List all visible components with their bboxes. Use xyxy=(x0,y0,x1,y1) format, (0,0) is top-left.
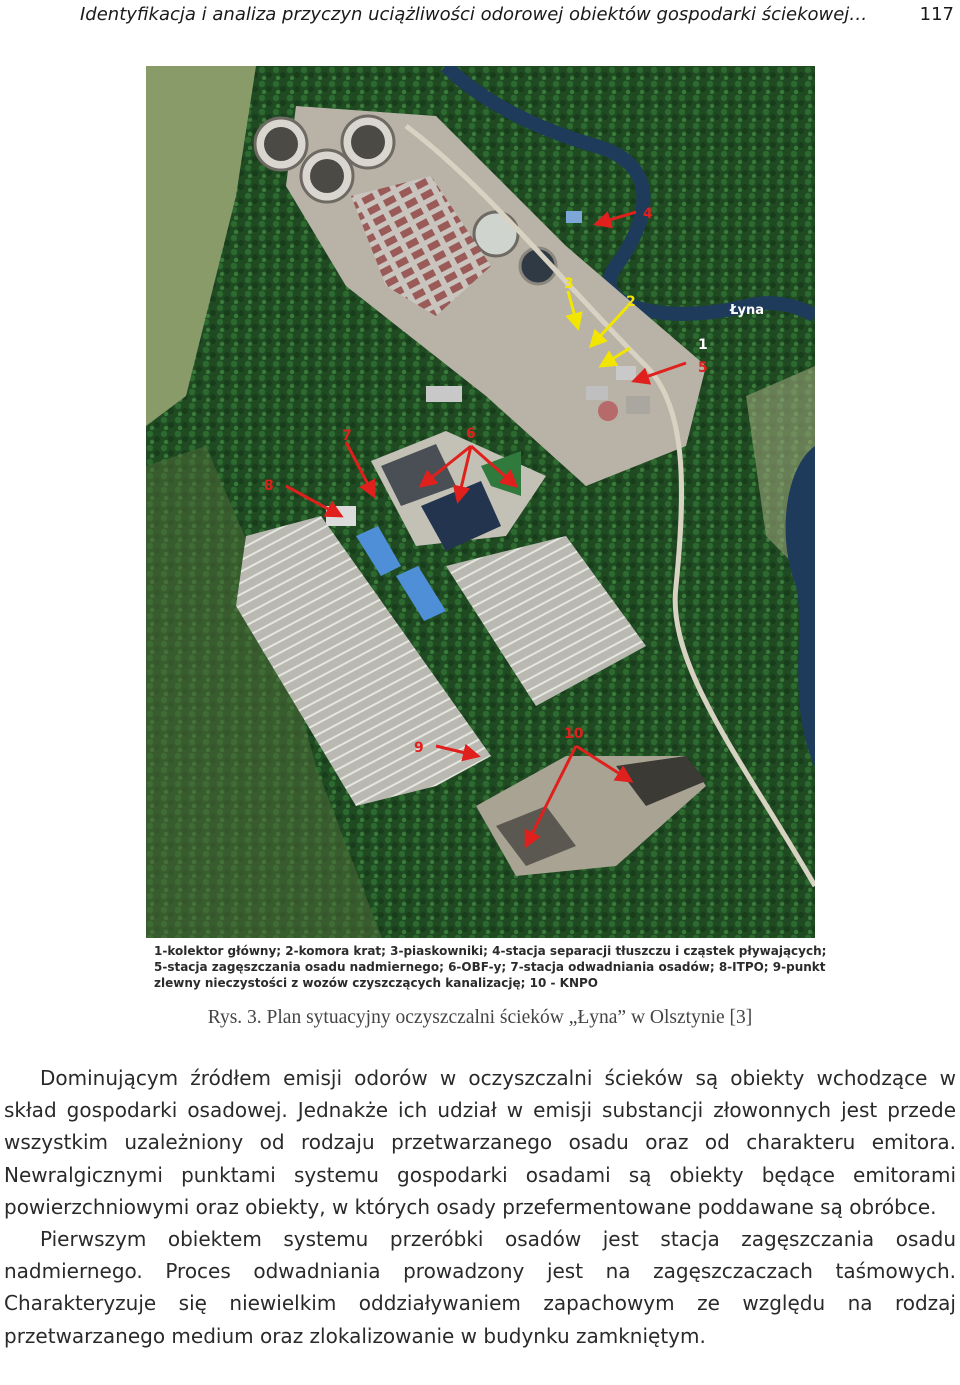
marker-3: 3 xyxy=(564,276,574,292)
paragraph-2: Pierwszym obiektem systemu przeróbki osadów jest stacja zagęszczania osadu nadmiernego. Proces odwadniania prowadzony jest na zagęszczaczach taśmowych. Charakteryzuje się niewielkim oddziaływaniem zapachowym ze względu na rodzaj przetwarzanego medium oraz zlokalizowanie w budynku zamkniętym. xyxy=(4,1227,956,1348)
building-2 xyxy=(586,386,608,400)
separation-station xyxy=(566,211,582,223)
running-header xyxy=(80,2,960,28)
river-label: Łyna xyxy=(730,303,764,318)
marker-2: 2 xyxy=(626,294,636,310)
legend-line-1: 1-kolektor główny; 2-komora krat; 3-piaskowniki; 4-stacja separacji tłuszczu i cząstek pływających; xyxy=(154,944,827,958)
aerial-map-figure xyxy=(146,66,827,1001)
building-4 xyxy=(426,386,462,402)
map-legend xyxy=(154,943,827,991)
marker-10: 10 xyxy=(564,726,584,742)
marker-9: 9 xyxy=(414,740,424,756)
marker-4: 4 xyxy=(643,206,653,222)
page-number: 117 xyxy=(919,4,954,25)
digester-tank xyxy=(598,401,618,421)
paragraph-1: Dominującym źródłem emisji odorów w oczyszczalni ścieków są obiekty wchodzące w skład gospodarki osadowej. Jednakże ich udział w emisji substancji złowonnych jest przede wszystkim uzależniony od rodzaju przetwarzanego osadu oraz od charakteru emitora. Newralgicznymi punktami systemu gospodarki osadami są obiekty będące emitorami powierzchniowymi oraz obiekty, w których osady przefermentowane poddawane są obróbce. xyxy=(4,1066,956,1219)
marker-8: 8 xyxy=(264,478,274,494)
marker-6: 6 xyxy=(466,426,476,442)
building-3 xyxy=(626,396,650,414)
marker-1: 1 xyxy=(698,337,708,353)
running-title: Identyfikacja i analiza przyczyn uciążliwości odorowej obiektów gospodarki ściekowej… xyxy=(80,4,868,25)
legend-line-3: zlewny nieczystości z wozów czyszczących kanalizację; 10 - KNPO xyxy=(154,976,598,990)
figure-caption: Rys. 3. Plan sytuacyjny oczyszczalni ścieków „Łyna” w Olsztynie [3] xyxy=(207,1007,753,1028)
body-text xyxy=(4,1062,956,1352)
legend-line-2: 5-stacja zagęszczania osadu nadmiernego; 6-OBF-y; 7-stacja odwadniania osadów; 8-ITPO; 9-punkt xyxy=(154,960,826,974)
aerial-map xyxy=(146,66,827,1001)
marker-5: 5 xyxy=(698,360,708,376)
building-1 xyxy=(616,366,636,380)
marker-7: 7 xyxy=(342,428,352,444)
clarifier-4 xyxy=(474,212,518,256)
